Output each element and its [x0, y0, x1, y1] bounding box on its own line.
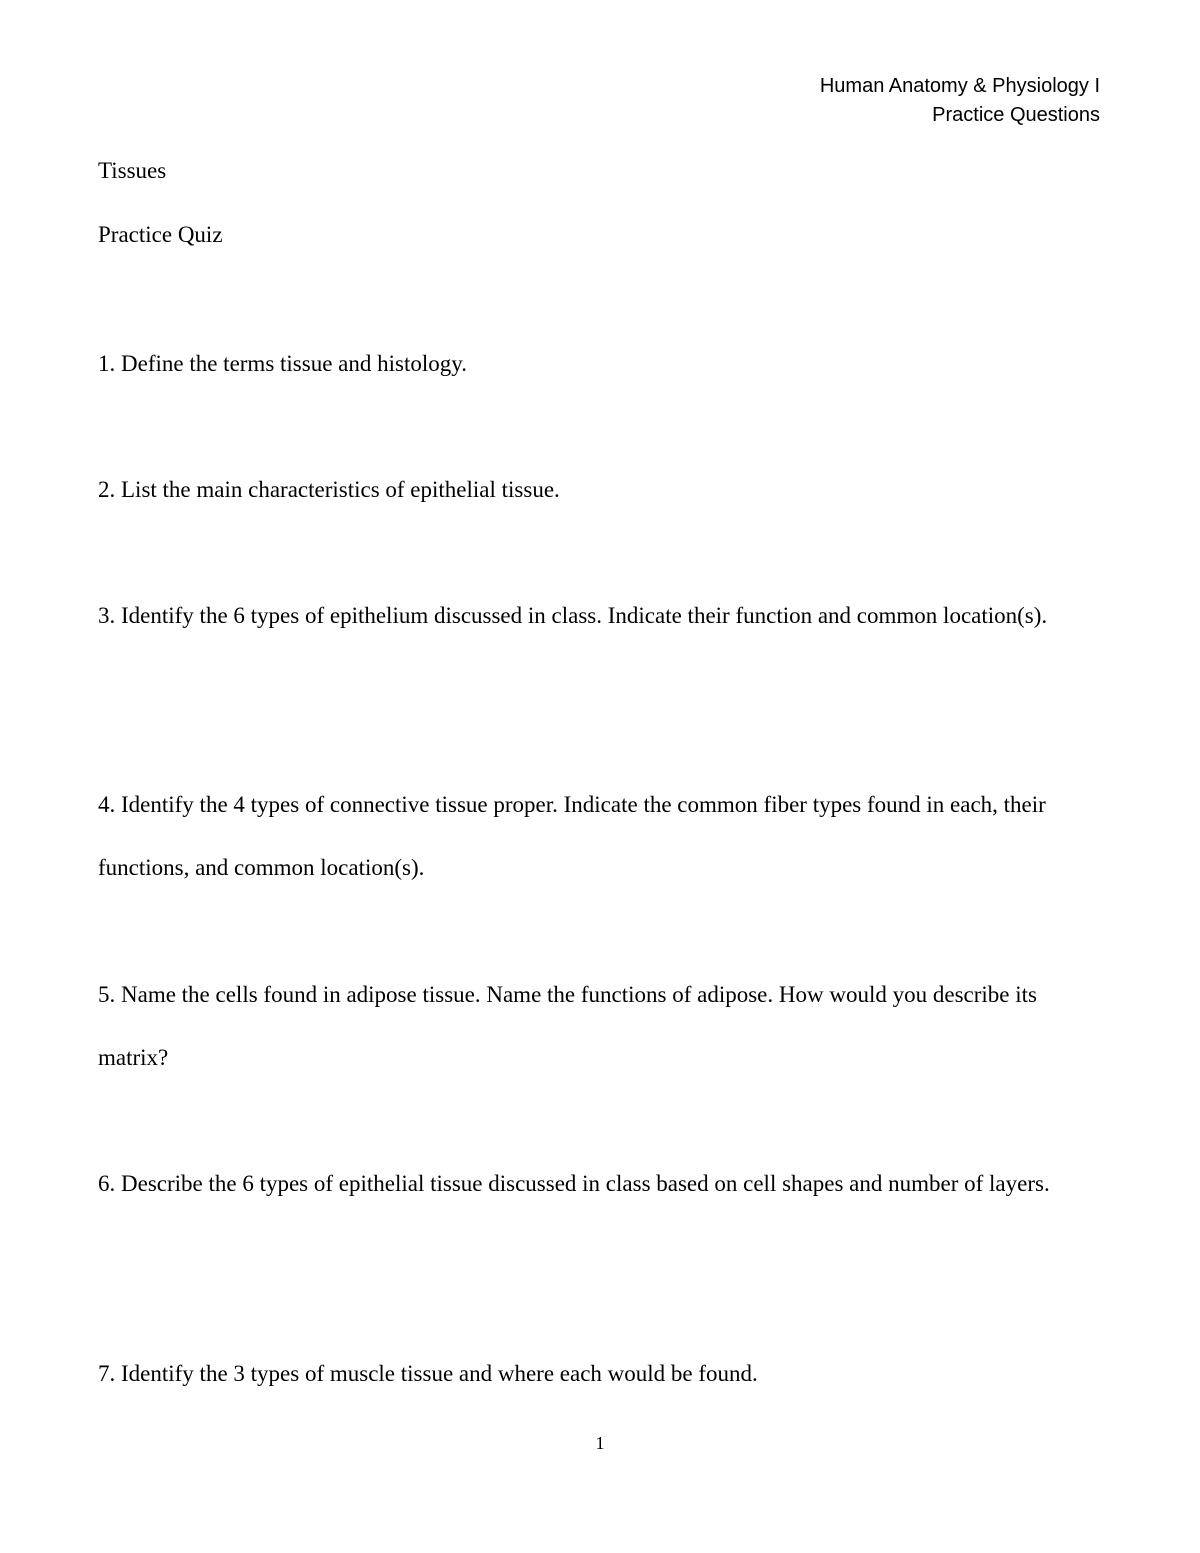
document-type: Practice Questions [932, 104, 1100, 126]
course-title: Human Anatomy & Physiology I [819, 75, 1100, 97]
page-number: 1 [595, 1433, 605, 1453]
question-1: 1. Define the terms tissue and histology. [98, 351, 467, 376]
question-5: 5. Name the cells found in adipose tissue. Name the functions of adipose. How would you describe its matrix? [98, 982, 1037, 1070]
question-3: 3. Identify the 6 types of epithelium discussed in class. Indicate their function and common location(s). [98, 603, 1048, 628]
question-2: 2. List the main characteristics of epithelial tissue. [98, 477, 560, 502]
question-6: 6. Describe the 6 types of epithelial tissue discussed in class based on cell shapes and number of layers. [98, 1171, 1050, 1196]
question-7: 7. Identify the 3 types of muscle tissue and where each would be found. [98, 1361, 758, 1386]
section-title: Tissues [98, 158, 167, 183]
quiz-subtitle: Practice Quiz [98, 222, 223, 247]
question-4: 4. Identify the 4 types of connective tissue proper. Indicate the common fiber types found in each, their functions, and common location(s). [98, 792, 1046, 880]
document-header [820, 72, 1100, 130]
